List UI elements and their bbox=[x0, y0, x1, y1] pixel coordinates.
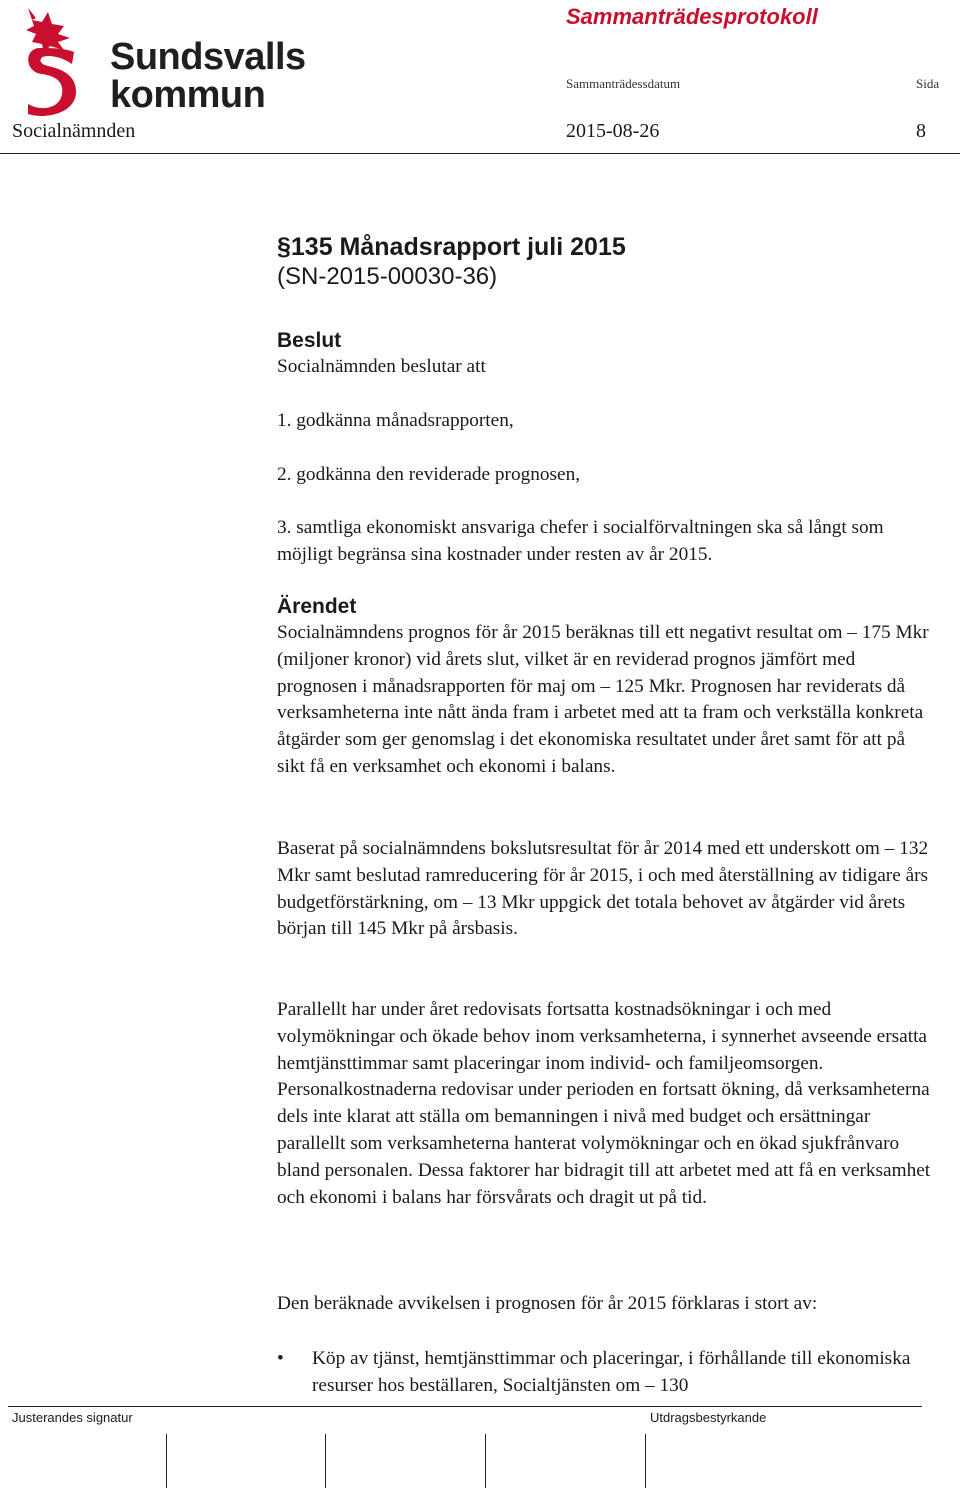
bullet-item: Köp av tjänst, hemtjänsttimmar och placeringar, i förhållande till ekonomiska resurser hos beställaren, Socialtjänsten om – 130 bbox=[312, 1348, 911, 1396]
matter-paragraph: Socialnämndens prognos för år 2015 beräknas till ett negativt resultat om – 175 Mkr (miljoner kronor) vid årets slut, vilket är en reviderad prognos jämfört med prognosen i månadsrapporten för maj om – 125 Mkr. Prognosen har reviderats då verksamheterna inte nått ända fram i arbetet med att ta fram och verkställa konkreta åtgärder som ger genomslag i det ekonomiska resultatet under året samt för att på sikt få en verksamhet och ekonomi i balans. bbox=[277, 622, 929, 777]
signature-box-divider bbox=[485, 1434, 486, 1488]
matter-paragraph: Den beräknade avvikelsen i prognosen för år 2015 förklaras i stort av: bbox=[277, 1293, 818, 1314]
decision-item: 2. godkänna den reviderade prognosen, bbox=[277, 464, 581, 485]
case-number: (SN-2015-00030-36) bbox=[277, 263, 498, 290]
dragon-emblem-icon bbox=[18, 4, 84, 116]
committee-name: Socialnämnden bbox=[12, 120, 136, 142]
decision-heading: Beslut bbox=[277, 329, 342, 352]
logo-line-2: kommun bbox=[110, 74, 266, 116]
page-label: Sida bbox=[916, 76, 940, 91]
signature-box-divider bbox=[325, 1434, 326, 1488]
logo-line-1: Sundsvalls bbox=[110, 36, 306, 78]
matter-paragraph: Parallellt har under året redovisats fortsatta kostnadsökningar i och med volymökningar och ökade behov inom verksamheterna, i synnerhet avseende ersatta hemtjänsttimmar samt placeringar inom individ- och familjeomsorgen. Personalkostnaderna redovisar under perioden en fortsatt ökning, då verksamheterna dels inte klarat att ställa om bemanningen i nivå med budget och ersättningar parallellt som verksamheterna hanterat volymökningar och en ökad sjukfrånvaro bland personalen. Dessa faktorer har bidragit till att arbetet med att få en verksamhet och ekonomi i balans har försvårats och dragit ut på tid. bbox=[277, 999, 931, 1208]
bullet-marker: • bbox=[277, 1348, 284, 1369]
matter-heading: Ärendet bbox=[277, 595, 357, 618]
signature-label: Justerandes signatur bbox=[12, 1410, 133, 1425]
meeting-date: 2015-08-26 bbox=[566, 120, 660, 142]
decision-intro: Socialnämnden beslutar att bbox=[277, 356, 486, 377]
decision-item: 3. samtliga ekonomiskt ansvariga chefer i socialförvaltningen ska så långt som möjligt begränsa sina kostnader under resten av år 2015. bbox=[277, 517, 884, 565]
matter-section bbox=[277, 594, 937, 781]
footer-divider bbox=[8, 1406, 922, 1407]
decision-item: 1. godkänna månadsrapporten, bbox=[277, 410, 514, 431]
section-title: §135 Månadsrapport juli 2015 bbox=[277, 233, 626, 261]
sundsvalls-kommun-logo bbox=[18, 4, 308, 116]
signature-box-divider bbox=[645, 1434, 646, 1488]
decision-section bbox=[277, 328, 937, 381]
section-heading bbox=[277, 232, 937, 292]
page-number: 8 bbox=[916, 120, 926, 142]
meeting-date-label: Sammanträdessdatum bbox=[566, 76, 681, 91]
matter-paragraph: Baserat på socialnämndens bokslutsresultat för år 2014 med ett underskott om – 132 Mkr samt beslutad ramreducering för år 2015, i och med återställning av tidigare års budgetförstärkning, om – 13 Mkr uppgick det totala behovet av åtgärder vid årets början till 145 Mkr på årsbasis. bbox=[277, 838, 929, 940]
signature-box-divider bbox=[166, 1434, 167, 1488]
document-type: Sammanträdesprotokoll bbox=[566, 4, 818, 29]
extract-certification-label: Utdragsbestyrkande bbox=[650, 1410, 767, 1425]
header-divider bbox=[0, 153, 960, 154]
